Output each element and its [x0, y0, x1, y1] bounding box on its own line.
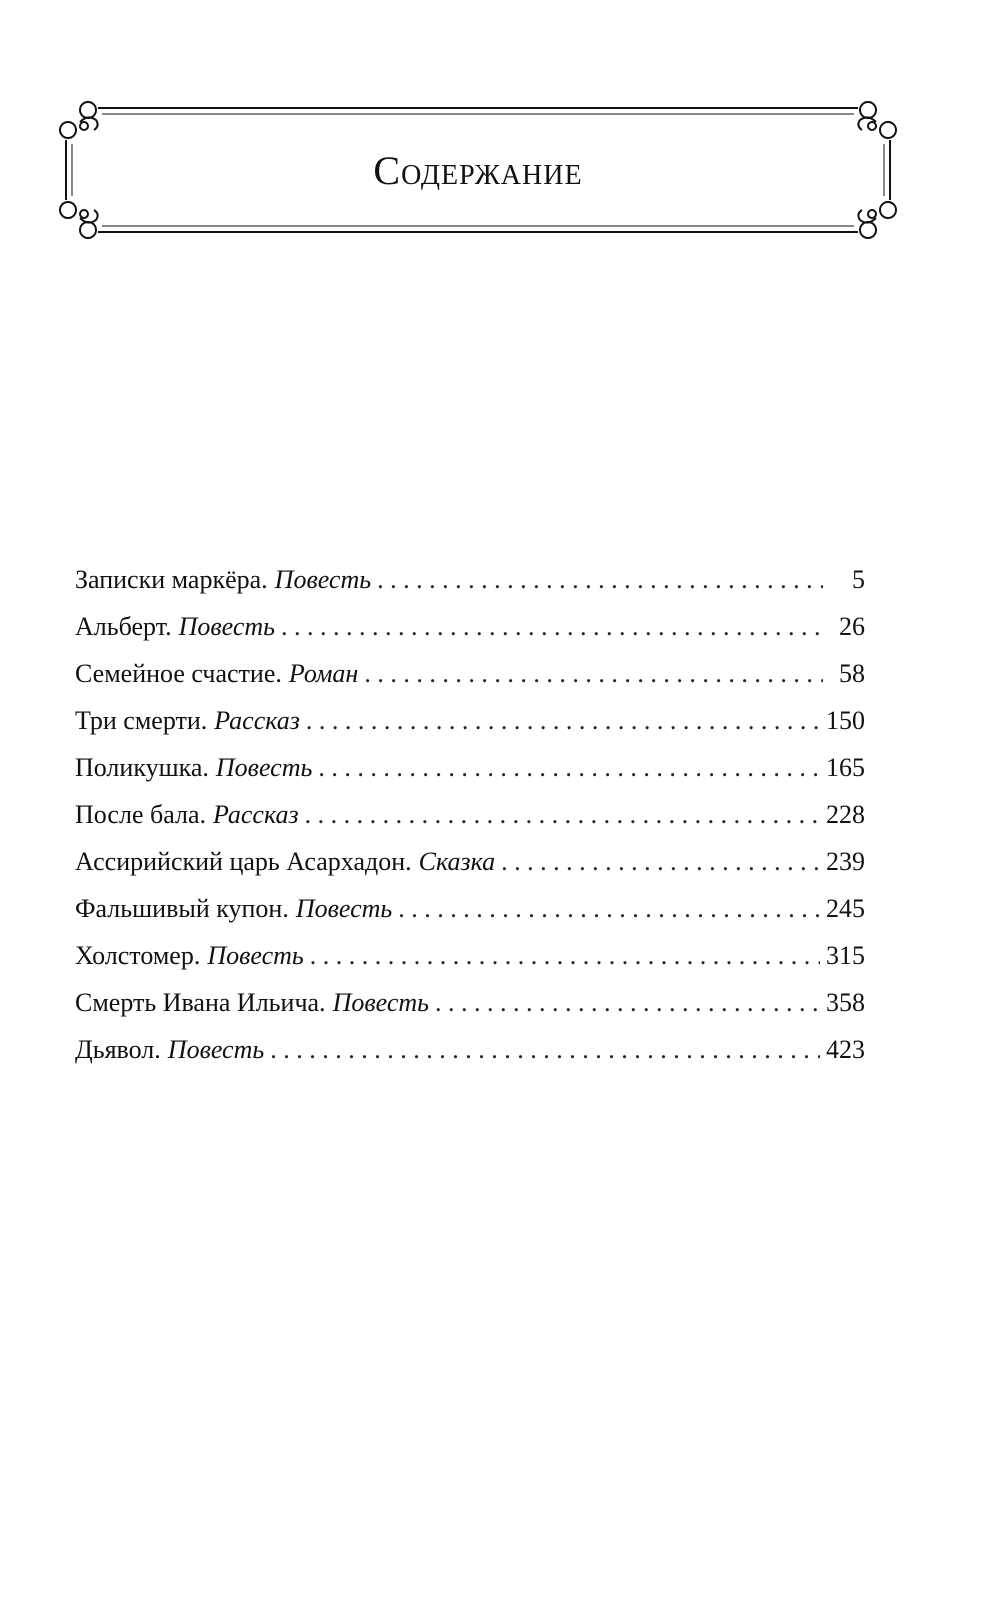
entry-genre: Повесть: [332, 988, 429, 1017]
entry-title: Холстомер.: [75, 941, 201, 970]
page-number: 150: [826, 706, 865, 735]
page-number: 423: [826, 1035, 865, 1064]
dot-leader: [364, 659, 823, 689]
page-number: 5: [852, 565, 865, 594]
toc-entry[interactable]: [75, 706, 865, 753]
toc-entry[interactable]: [75, 988, 865, 1035]
page-number: 315: [826, 941, 865, 970]
dot-leader: [305, 800, 820, 830]
entry-genre: Повесть: [295, 894, 393, 923]
entry-title: После бала.: [75, 800, 206, 829]
title-frame: [58, 100, 898, 240]
toc-entry[interactable]: [75, 753, 865, 800]
entry-genre: Повесть: [274, 565, 372, 594]
entry-title: Смерть Ивана Ильича.: [75, 988, 326, 1017]
dot-leader: [270, 1035, 820, 1065]
dot-leader: [281, 612, 823, 642]
toc-entry[interactable]: [75, 847, 865, 894]
toc-entry[interactable]: [75, 941, 865, 988]
toc-entry[interactable]: [75, 659, 865, 706]
page-number: 58: [839, 659, 865, 688]
toc-entry[interactable]: [75, 800, 865, 847]
entry-genre: Повесть: [167, 1035, 265, 1064]
toc-entry[interactable]: [75, 612, 865, 659]
dot-leader: [318, 753, 820, 783]
table-of-contents: [75, 565, 865, 1082]
page-number: 228: [826, 800, 865, 829]
dot-leader: [310, 941, 820, 971]
entry-title: Фальшивый купон.: [75, 894, 289, 923]
page-number: 245: [826, 894, 865, 923]
dot-leader: [377, 565, 823, 595]
page-number: 239: [826, 847, 865, 876]
entry-title: Записки маркёра.: [75, 565, 268, 594]
page-number: 358: [826, 988, 865, 1017]
entry-title: Семейное счастие.: [75, 659, 282, 688]
entry-genre: Рассказ: [214, 706, 300, 735]
page-number: 26: [839, 612, 865, 641]
entry-genre: Рассказ: [213, 800, 299, 829]
page-title: Содержание: [373, 147, 583, 193]
page-number: 165: [826, 753, 865, 782]
toc-entry[interactable]: [75, 894, 865, 941]
toc-entry[interactable]: [75, 565, 865, 612]
entry-title: Три смерти.: [75, 706, 208, 735]
dot-leader: [501, 847, 820, 877]
entry-title: Альберт.: [75, 612, 172, 641]
entry-genre: Повесть: [207, 941, 304, 970]
dot-leader: [306, 706, 820, 736]
entry-title: Ассирийский царь Асархадон.: [75, 847, 412, 876]
toc-entry[interactable]: [75, 1035, 865, 1082]
entry-genre: Повесть: [178, 612, 276, 641]
entry-title: Поликушка.: [75, 753, 209, 782]
entry-genre: Роман: [288, 659, 359, 688]
entry-genre: Сказка: [418, 847, 496, 876]
dot-leader: [398, 894, 820, 924]
entry-genre: Повесть: [215, 753, 313, 782]
entry-title: Дьявол.: [75, 1035, 161, 1064]
dot-leader: [435, 988, 820, 1018]
